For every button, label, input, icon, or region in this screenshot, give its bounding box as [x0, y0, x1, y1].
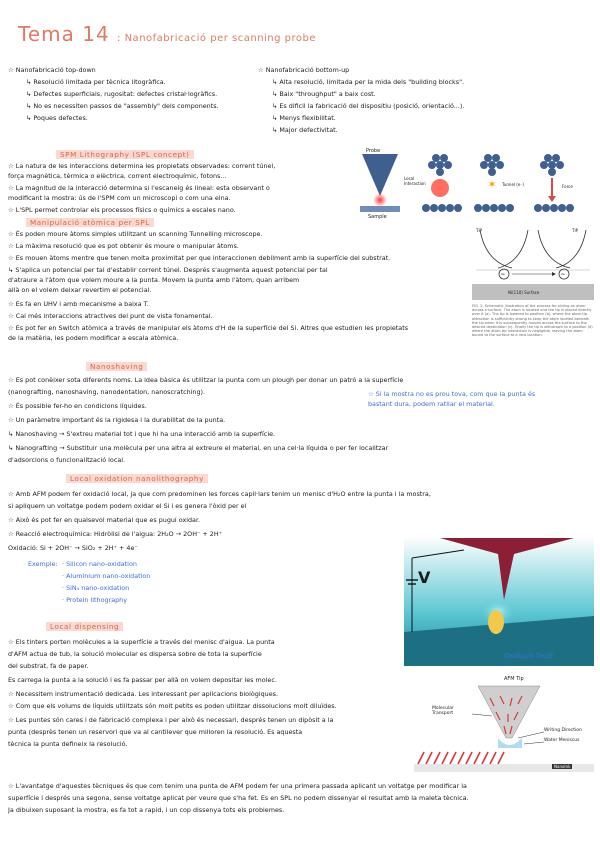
example-item: · Silicon nano-oxidation	[62, 560, 137, 568]
label-sample: Sample	[368, 214, 387, 220]
text-line: ☆ L'SPL permet controlar els processos físics o químics a escales nano.	[8, 206, 236, 214]
text-line: ↳ Es dificil la fabricació del dispositiu (posició, orientació...).	[272, 102, 465, 110]
examples-label: Exemple:	[28, 560, 58, 568]
text-line: força magnètica, tèrmica o elèctrica, corrent electroquímic, fotons...	[8, 172, 227, 180]
text-line: ↳ Menys flexibilitat.	[272, 114, 336, 122]
figure-local-oxidation	[404, 536, 594, 666]
title-main: Tema 14	[18, 22, 110, 46]
section-heading-local-dispensing: Local dispensing	[46, 622, 123, 631]
text-line: del substrat, fa de paper.	[8, 662, 89, 670]
text-line: ☆ La màxima resolució que es pot obtenir és moure o manipular àtoms.	[8, 242, 239, 250]
example-item: · SiN₄ nano-oxidation	[62, 584, 130, 592]
text-line: ↳ Poques defectes.	[26, 114, 88, 122]
page-title	[18, 22, 316, 46]
label-molecular-transport: Molecular Transport	[432, 706, 454, 716]
text-line: ↳ Major defectivitat.	[272, 126, 338, 134]
example-item: · Protein lithography	[62, 596, 128, 604]
text-line: ☆ Reacció electroquímica: Hidròlisi de l'aigua: 2H₂O → 2OH⁻ + 2H⁺	[8, 530, 223, 538]
text-line: Oxidació: Si + 2OH⁻ → SiO₂ + 2H⁺ + 4e⁻	[8, 544, 138, 552]
figure-caption: FIG. 2. Schematic illustration of the process for sliding an atom across a surface. The atom is located and the tip is placed directly over it (a). The tip is lowered to position (b), where the atom-tip attraction is sufficiently strong to keep the atom located beneath the tip when it is subsequently moved across the surface to the desired destination (c). Finally the tip is withdrawn to a position (d) where the atom-tip interaction is negligible, leaving the atom bound to the surface at a new location.	[472, 304, 593, 338]
text-line: ↳ S'aplica un potencial per tal d'establir corrent túnel. Després s'augmenta aquest potencial per tal	[8, 266, 328, 274]
text-line: ↳ No es necessiten passos de "assembly" dels components.	[26, 102, 219, 110]
text-line: ☆ Es pot fer en Switch atòmica a través de manipular els àtoms d'H de la superfície del Si. Altres que estudien les propietats	[8, 324, 409, 332]
text-line: superfície i després una segona, sense voltatge aplicat per veure que s'ha fet. Es en SPL no podem dissenyar el resultat amb la maleta tècnica.	[8, 794, 469, 802]
text-line: d'adsorcions o funcionalització local.	[8, 456, 126, 464]
text-line: ☆ Nanofabricació top-down	[8, 66, 96, 74]
text-line: ☆ Els tinters porten molècules a la superfície a través del menisc d'aigua. La punta	[8, 638, 275, 646]
text-line: ☆ La natura de les interaccions determina les propietats observades: corrent túnel,	[8, 162, 276, 170]
figure-caption: Oxidació local	[504, 652, 553, 660]
text-line: ☆ La magnitud de la interacció determina si l'escaneig és lineal: esta observant o	[8, 184, 270, 192]
section-heading-nanoshaving: Nanoshaving	[86, 362, 147, 371]
side-note: bastant dura, podem ratllar el material.	[368, 400, 495, 408]
text-line: ↳ Resolució limitada per tècnica litogràfica.	[26, 78, 166, 86]
text-line: ☆ Les puntes són cares i de fabricació complexa i per això és necessari, després tenen un dipòsit a la	[8, 716, 334, 724]
text-line: ↳ Nanoshaving → S'extreu material tot i que hi ha una interacció amb la superfície.	[8, 430, 276, 438]
text-line: ☆ L'avantatge d'aquestes tècniques és que com tenim una punta de AFM podem fer una primera passada aplicant un voltatge per modificar la	[8, 782, 467, 790]
text-line: ☆ Amb AFM podem fer oxidació local, ja que com predominen les forces capil·lars tenim un menisc d'H₂O entre la punta i la mostra,	[8, 490, 431, 498]
svg-text:✶: ✶	[487, 178, 497, 191]
text-line: (nanografting, nanoshaving, nanodentation, nanoscratching).	[8, 388, 206, 396]
text-line: modificant la mostra: ús de l'SPM com un microscopi o com una eina.	[8, 194, 231, 202]
text-line: ☆ Es mouen àtoms mentre que tenen molta proximitat per que interaccionen debilment amb la superfície del substrat.	[8, 254, 391, 262]
text-line: tècnica la punta defineix la resolució.	[8, 740, 128, 748]
brand-label: NanoInk	[554, 764, 571, 769]
text-line: ↳ Nanografting → Substituir una molècula per una altra al extreure el material, en una cel·la líquida o per fer localitzar	[8, 444, 389, 452]
text-line: ☆ Un paràmetre important és la rigidesa i la durabilitat de la punta.	[8, 416, 226, 424]
text-line: ☆ Es pot conèixer sota diferents noms. La idea bàsica és utilitzar la punta com un plough per donar un patró a la superfície	[8, 376, 404, 384]
example-item: · Aluminium nano-oxidation	[62, 572, 151, 580]
text-line: allà on el volem deixar revertim el potencial.	[8, 286, 152, 294]
text-line: ☆ Com que els volums de líquids utilitzats són molt petits es poden utilitzar dissolucions molt diluïdes.	[8, 702, 337, 710]
label-afm-tip: AFM Tip	[504, 676, 524, 682]
figure-atom-sliding	[472, 228, 594, 340]
label-xe-left: Xe	[501, 272, 505, 276]
text-line: d'AFM actua de tub, la solució molecular es dispersa sobre de tota la superfície	[8, 650, 262, 658]
text-line: si apliquem un voltatge podem podem oxidar el Si i es genera l'òxid per el	[8, 502, 247, 510]
label-xe-right: Xe	[561, 272, 565, 276]
text-line: ↳ Alta resolució, limitada per la mida dels "building blocks".	[272, 78, 465, 86]
text-line: Ja dibuixen suposant la mostra, es fa tot a rapid, i un cop dissenya tots els problemes.	[8, 806, 285, 814]
text-line: ☆ Nanofabricació bottom-up	[258, 66, 350, 74]
text-line: ☆ Cal més interaccions atractives del punt de vista fonamental.	[8, 312, 213, 320]
figure-dip-pen	[414, 676, 594, 772]
title-sub: : Nanofabricació per scanning probe	[117, 33, 317, 44]
figure-spm-probe	[352, 148, 592, 226]
label-local-interaction: Local Interaction	[404, 176, 426, 186]
label-force: Force	[562, 184, 573, 189]
label-substrate: Ni(110) Surface	[508, 290, 540, 295]
label-tip-left: TIP	[476, 228, 483, 233]
text-line: ☆ Necessitem instrumentació dedicada. Les interessant per aplicacions biològiques.	[8, 690, 278, 698]
label-writing-direction: Writing Direction	[544, 728, 582, 733]
text-line: ☆ Es fa en UHV i amb mecanisme a baixa T.	[8, 300, 149, 308]
text-line: Es carrega la punta a la solució i es fa passar per allà on volem depositar les molec.	[8, 676, 277, 684]
label-tip-right: TIP	[572, 228, 579, 233]
text-line: ↳ Baix "throughput" a baix cost.	[272, 90, 376, 98]
text-line: de la matèria, les podem modificar a escala atòmica.	[8, 334, 179, 342]
text-line: ☆ És poden moure àtoms simples utilitzant un scanning Tunnelling microscope.	[8, 230, 263, 238]
text-line: d'atraure a l'àtom que volem moure a la punta. Movem la punta amb l'àtom, quan arribem	[8, 276, 300, 284]
text-line: ☆ Això és pot fer en qualsevol material que es pugui oxidar.	[8, 516, 201, 524]
section-heading-spl: SPM Lithography (SPL concept)	[56, 150, 194, 159]
text-line: punta (desprès tenen un reservori que va al cantilever que milloren la resolució. Es aquesta	[8, 728, 303, 736]
text-line: ☆ És possible fer-ho en condicions líquides.	[8, 402, 147, 410]
text-line: ↳ Defectes superficials, rugositat: defectes cristal·logràfics.	[26, 90, 218, 98]
section-heading-local-oxidation: Local oxidation nanolithography	[66, 474, 208, 483]
label-probe: Probe	[366, 148, 381, 154]
voltage-label: V	[418, 568, 431, 587]
side-note: ☆ Si la mostra no es prou tova, com que la punta és	[368, 390, 536, 398]
section-heading-atom-manipulation: Manipulació atòmica per SPL	[26, 218, 154, 227]
label-tunnel: Tunnel (e⁻)	[502, 182, 524, 187]
label-water-meniscus: Water Meniscus	[544, 738, 580, 743]
